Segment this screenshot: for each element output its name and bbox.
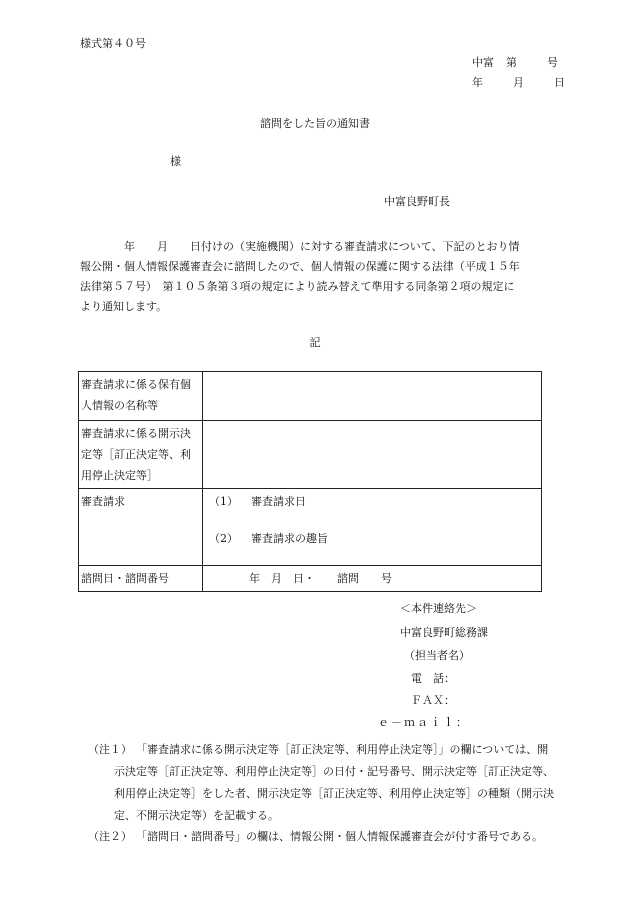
body-line: 法律第５７号） 第１０５条第３項の規定により読み替えて準用する同条第２項の規定に: [80, 280, 515, 293]
row-value: 年 月 日・ 諮問 号: [203, 566, 542, 592]
sender-name: 中富良野町長: [384, 195, 450, 208]
note-text: 「諮問日・諮問番号」の欄は、情報公開・個人情報保護審査会が付す番号である。: [136, 830, 543, 843]
body-line: 年 月 日付けの（実施機関）に対する審査請求について、下記のとおり情: [80, 240, 520, 253]
form-number: 様式第４０号: [80, 37, 146, 50]
note-2: [88, 826, 558, 848]
contact-heading: ＜本件連絡先＞: [400, 602, 477, 615]
body-line: より通知します。: [80, 300, 168, 313]
ref-go: 号: [547, 56, 558, 69]
contact-department: 中富良野町総務課: [400, 626, 488, 639]
reference-number: [472, 57, 558, 68]
sub-item-text: 審査請求日: [251, 495, 306, 508]
contact-email: ｅ－ｍａｉｌ：: [378, 716, 469, 729]
sub-item: [205, 491, 539, 512]
contact-tel: 電 話：: [411, 672, 455, 685]
addressee-suffix: 様: [170, 155, 181, 168]
note-text: 「審査請求に係る開示決定等［訂正決定等、利用停止決定等］」の欄については、開示決定等［訂正決定等、利用停止決定等］の日付・記号番号、開示決定等［訂正決定等、利用停止決定等］をした者、開示決定等［訂正決定等、利用停止決定等］の種類（開示決定、不開示決定等）を記載する。: [114, 743, 554, 822]
date-year: 年: [472, 76, 483, 89]
row-value-empty: [203, 372, 542, 421]
row-label: 審査請求に係る開示決定等［訂正決定等、利用停止決定等］: [79, 421, 203, 489]
sub-item: [205, 528, 539, 549]
body-line: 報公開・個人情報保護審査会に諮問したので、個人情報の保護に関する法律（平成１５年: [80, 260, 520, 273]
sub-item-number: （2）: [209, 532, 238, 545]
date-day: 日: [554, 76, 565, 89]
table-row: [79, 566, 542, 592]
row-value-empty: [203, 421, 542, 489]
sub-item-number: （1）: [209, 495, 238, 508]
row-value: [203, 489, 542, 566]
note-1: [88, 739, 558, 827]
document-title: 諮問をした旨の通知書: [260, 117, 370, 130]
ki-heading: 記: [309, 336, 321, 349]
sub-item-text: 審査請求の趣旨: [251, 532, 328, 545]
row-label: 審査請求: [79, 489, 203, 566]
table-row: [79, 421, 542, 489]
date-month: 月: [513, 76, 524, 89]
row-label: 諮問日・諮問番号: [79, 566, 203, 592]
body-paragraph: [80, 237, 554, 317]
contact-person: （担当者名）: [404, 649, 470, 662]
contact-fax: ＦＡＸ：: [411, 694, 455, 707]
details-table: [78, 371, 542, 592]
note-mark: （注２）: [88, 830, 132, 843]
issue-date: [472, 77, 565, 88]
row-label: 審査請求に係る保有個人情報の名称等: [79, 372, 203, 421]
table-row: [79, 489, 542, 566]
table-row: [79, 372, 542, 421]
ref-dai: 第: [506, 56, 517, 69]
note-mark: （注１）: [88, 743, 132, 756]
ref-prefix: 中富: [472, 56, 494, 69]
